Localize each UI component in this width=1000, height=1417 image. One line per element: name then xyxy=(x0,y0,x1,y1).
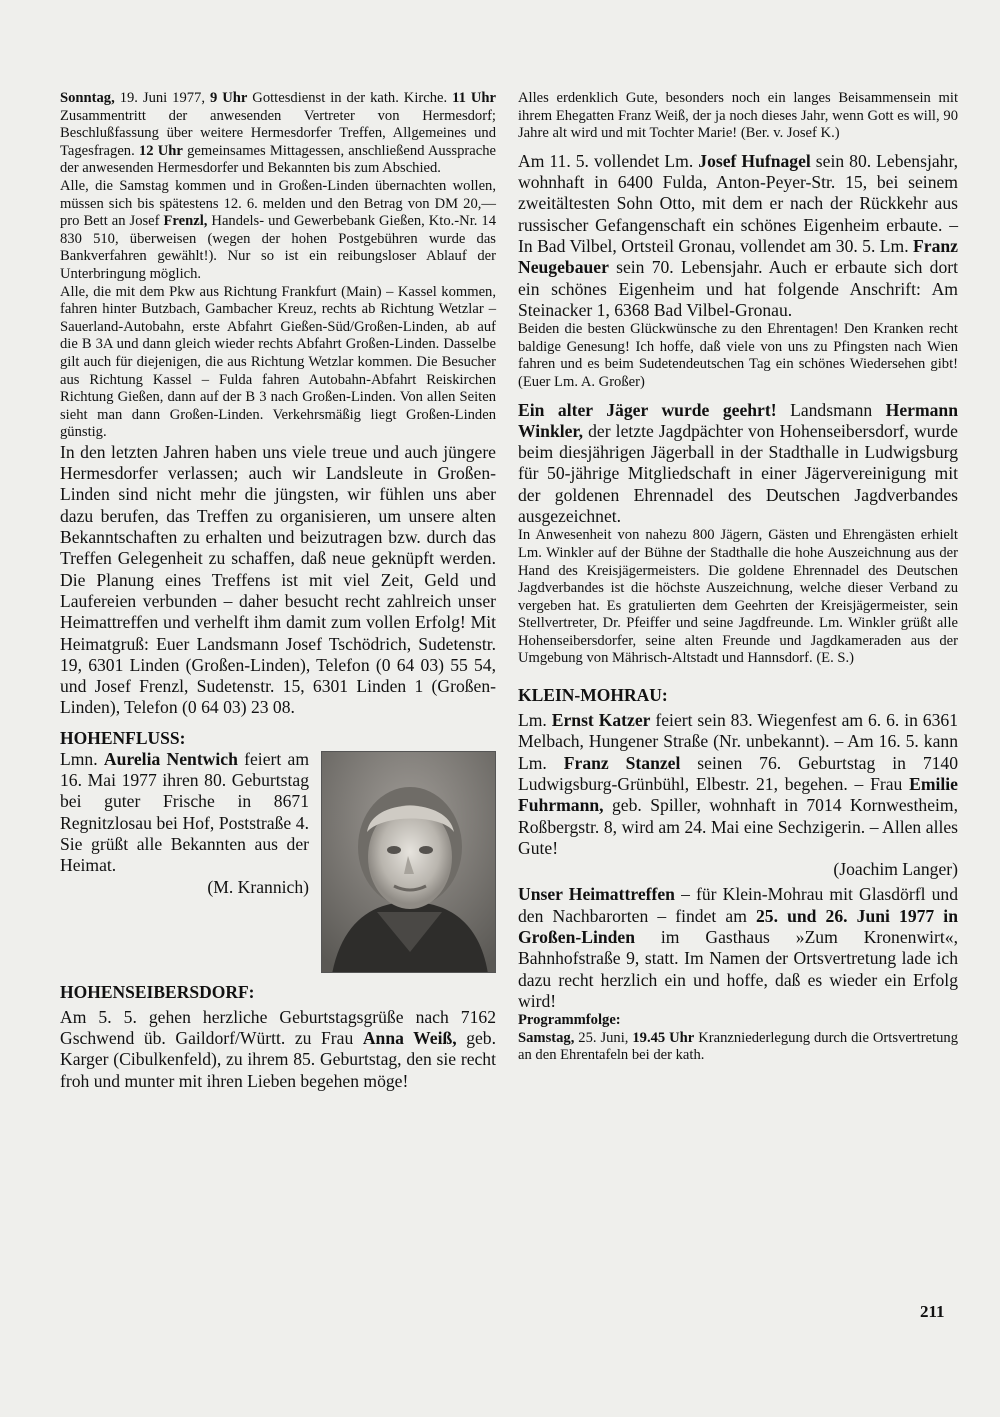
text-run: Alle, die Samstag kommen und in Großen-Linden übernachten wollen, müssen sich bis spätestens 12. 6. melden und den Betrag von DM 20,— pro Bett an Josef xyxy=(60,177,496,230)
bold-text: 19.45 Uhr xyxy=(632,1029,695,1046)
overnight-paragraph xyxy=(60,178,496,284)
bold-text: Ernst Katzer xyxy=(551,710,651,731)
hunter-paragraph xyxy=(518,400,958,528)
samstag-paragraph xyxy=(518,1030,958,1065)
text-run: Lmn. xyxy=(60,748,104,769)
bold-text: Hermann Winkler, xyxy=(518,399,958,441)
page-number: 211 xyxy=(920,1302,945,1321)
bold-text: Aurelia Nentwich xyxy=(103,748,238,769)
bold-text: 9 Uhr xyxy=(209,90,248,106)
text-run: – für Klein-Mohrau mit Glasdörfl und den Nachbarorten – findet am xyxy=(518,884,958,926)
text-run: Am 5. 5. gehen herzliche Geburtstagsgrüße nach 7162 Gschwend üb. Gaildorf/Württ. zu Frau xyxy=(60,1006,496,1049)
text-run: Kranzniederlegung durch die Ortsvertretung an den Ehrentafeln bei der kath. xyxy=(518,1029,958,1064)
heading-hohenseibersdorf: HOHENSEIBERSDORF: xyxy=(60,981,255,1002)
text-run: Gottesdienst in der kath. Kirche. xyxy=(247,90,453,106)
bold-text: Josef Hufnagel xyxy=(698,150,811,171)
text-run: im Gasthaus »Zum Kronenwirt«, Bahnhofstraße 9, statt. Im Namen der Ortsvertretung lade ich dazu recht herzlich ein und hoffe, daß es wieder ein Erfolg wird! xyxy=(518,927,958,1011)
hohenseibersdorf-paragraph xyxy=(60,1007,496,1092)
bold-text: Anna Weiß, xyxy=(362,1028,457,1049)
bold-text: Sonntag, xyxy=(60,90,115,106)
text-run: geb. Spiller, wohnhaft in 7014 Kornwestheim, Roßbergstr. 8, wird am 24. Mai eine Sechzigerin. – Allen alles Gute! xyxy=(518,795,958,858)
katzer-paragraph xyxy=(518,710,958,859)
heading-klein-mohrau: KLEIN-MOHRAU: xyxy=(518,685,668,706)
text-run: gemeinsames Mittagessen, anschließend Aussprache der anwesenden Hermesdorfer und Bekannten bis zum Abschied. xyxy=(60,142,496,177)
bold-text: Ein alter Jäger wurde geehrt! xyxy=(518,399,777,420)
text-run: feiert sein 83. Wiegenfest am 6. 6. in 6361 Melbach, Hungener Straße (Nr. unbekannt). – Am 16. 5. kann Lm. xyxy=(518,710,958,773)
bold-text: Franz Stanzel xyxy=(563,752,681,773)
text-run: Zusammentritt der anwesenden Vertreter von Hermesdorf; Beschlußfassung über weitere Hermesdorfer Treffen, Allgemeines und Tagesfragen. xyxy=(60,107,496,159)
hufnagel-paragraph xyxy=(518,151,958,321)
text-run: feiert am 16. Mai 1977 ihren 80. Geburtstag bei guter Frische in 8671 Regnitzlosau bei Hof, Poststraße 4. Sie grüßt alle Bekannten aus der Heimat. xyxy=(60,748,310,876)
wishes-paragraph: Alles erdenklich Gute, besonders noch ein langes Beisammensein mit ihrem Ehegatten Franz Weiß, der ja noch dieses Jahr, wenn Gott es will, 90 Jahre alt wird und mit Tochter Marie! (Ber. v. Josef K.) xyxy=(518,90,958,142)
treffen-paragraph xyxy=(518,884,958,1012)
bold-text: Unser Heimattreffen xyxy=(518,884,675,905)
bold-text: 12 Uhr xyxy=(138,142,183,159)
text-run: Am 11. 5. vollendet Lm. xyxy=(518,150,699,171)
text-run: 25. Juni, xyxy=(574,1029,633,1046)
text-run: sein 80. Lebensjahr, wohnhaft in 6400 Fulda, Anton-Peyer-Str. 15, bei seinem zweitältesten Sohn Otto, mit dem er nach der Rückkehr aus russischer Gefangenschaft ein schönes Eigenheim erbaute. – In Bad Vilbel, Ortsteil Gronau, vollendet am 30. 5. Lm. xyxy=(518,150,958,256)
text-run: Lm. xyxy=(518,710,552,731)
bold-text: Franz Neugebauer xyxy=(518,235,958,278)
text-run: geb. Karger (Cibulkenfeld), zu ihrem 85. Geburtstag, den sie recht froh und munter mit ihren Lieben begehen möge! xyxy=(60,1028,496,1091)
bold-text: 11 Uhr xyxy=(452,90,496,106)
congrats-paragraph: Beiden die besten Glückwünsche zu den Ehrentagen! Den Kranken recht baldige Genesung! Ich hoffe, daß viele von uns zu Pfingsten nach Wien fahren und es beim Sudetendeutschen Tag ein schönes Wiedersehen gibt! (Euer Lm. A. Großer) xyxy=(518,321,958,390)
bold-text: Frenzl, xyxy=(163,213,208,230)
bold-text: Emilie Fuhrmann, xyxy=(518,773,958,816)
text-run: 19. Juni 1977, xyxy=(114,90,210,106)
program-paragraph xyxy=(60,90,496,178)
text-run: Handels- und Gewerbebank Gießen, Kto.-Nr. 14 830 510, überweisen (wegen der hohen Postgebühren wurde das Bankverfahren gewählt!). Nur so ist ein reibungsloser Ablauf der Unterbringung möglich. xyxy=(60,213,496,282)
portrait-photo xyxy=(321,751,496,973)
heading-hohenfluss: HOHENFLUSS: xyxy=(60,727,186,748)
route-paragraph: Alle, die mit dem Pkw aus Richtung Frankfurt (Main) – Kassel kommen, fahren hinter Butzbach, Gambacher Kreuz, rechts ab Richtung Wetzlar – Sauerland-Autobahn, erste Abfahrt Gießen-Süd/Großen-Linden, ab auf die B 3A und dann gleich wieder rechts Abfahrt Großen-Linden. Dasselbe gilt auch für diejenigen, die aus Richtung Wetzlar kommen. Die Besucher aus Richtung Kassel – Fulda fahren Autobahn-Abfahrt Reiskirchen Richtung Gießen, dann auf der B 3 nach Großen-Linden. Von allen Seiten sieht man dann Großen-Linden. Verkehrsmäßig liegt Großen-Linden günstig. xyxy=(60,283,496,441)
bold-text: Samstag, xyxy=(518,1029,575,1046)
programm-heading: Programmfolge: xyxy=(518,1012,621,1029)
ceremony-paragraph: In Anwesenheit von nahezu 800 Jägern, Gästen und Ehrengästen erhielt Lm. Winkler auf der Bühne der Stadthalle die hohe Auszeichnung aus der Hand des Kreisjägermeisters. Die goldene Ehrennadel des Deutschen Jagdverbandes ist die höchste Auszeichnung, welche dieser Verband zu vergeben hat. Es gratulierten dem Geehrten der Kreisjägermeister, sein Stellvertreter, Dr. Pfeiffer und seine Jagdfreunde. Lm. Winkler grüßt alle Hohenseibersdorfer, seine alten Freunde und Jagdkameraden aus der Umgebung von Mährisch-Altstadt und Hannsdorf. (E. S.) xyxy=(518,527,958,667)
right-column xyxy=(518,90,958,1065)
text-run: Landsmann xyxy=(776,399,886,420)
bold-text: 25. und 26. Juni 1977 in Großen-Linden xyxy=(518,905,958,948)
text-run: sein 70. Lebensjahr. Auch er erbaute sich dort ein schönes Eigenheim und hat folgende Anschrift: Am Steinacker 1, 6368 Bad Vilbel-Gronau. xyxy=(518,257,958,320)
portrait-image xyxy=(322,752,496,973)
text-run: der letzte Jagdpächter von Hohenseibersdorf, wurde beim diesjährigen Jägerball in der Stadthalle in Ludwigsburg für 50-jährige Mitgliedschaft in einer Jägervereinigung mit der goldenen Ehrennadel des Deutschen Jagdverbandes ausgezeichnet. xyxy=(518,420,958,527)
closing-paragraph: In den letzten Jahren haben uns viele treue und auch jüngere Hermesdorfer verlassen; auch wir Landsleute in Großen-Linden sind nicht mehr die jüngsten, wir fühlen uns aber dazu berufen, das Treffen zu organisieren, um unsere alten Bekanntschaften zu erhalten und beizutragen bzw. durch das Treffen Gelegenheit zu schaffen, daß neue geknüpft werden. Die Planung eines Treffens ist mit viel Zeit, Geld und Laufereien verbunden – daher besucht recht zahlreich unser Heimattreffen und verhelft ihm damit zum vollen Erfolg! Mit Heimatgruß: Euer Landsmann Josef Tschödrich, Sudetenstr. 19, 6301 Linden (Großen-Linden), Telefon (0 64 03) 55 54, und Josef Frenzl, Sudetenstr. 15, 6301 Linden 1 (Großen-Linden), Telefon (0 64 03) 23 08. xyxy=(60,441,496,718)
langer-signature: (Joachim Langer) xyxy=(833,859,958,880)
left-column xyxy=(60,90,496,1092)
hohenfluss-signature: (M. Krannich) xyxy=(207,876,309,897)
text-run: seinen 76. Geburtstag in 7140 Ludwigsburg-Grünbühl, Elbestr. 21, begehen. – Frau xyxy=(518,752,959,794)
